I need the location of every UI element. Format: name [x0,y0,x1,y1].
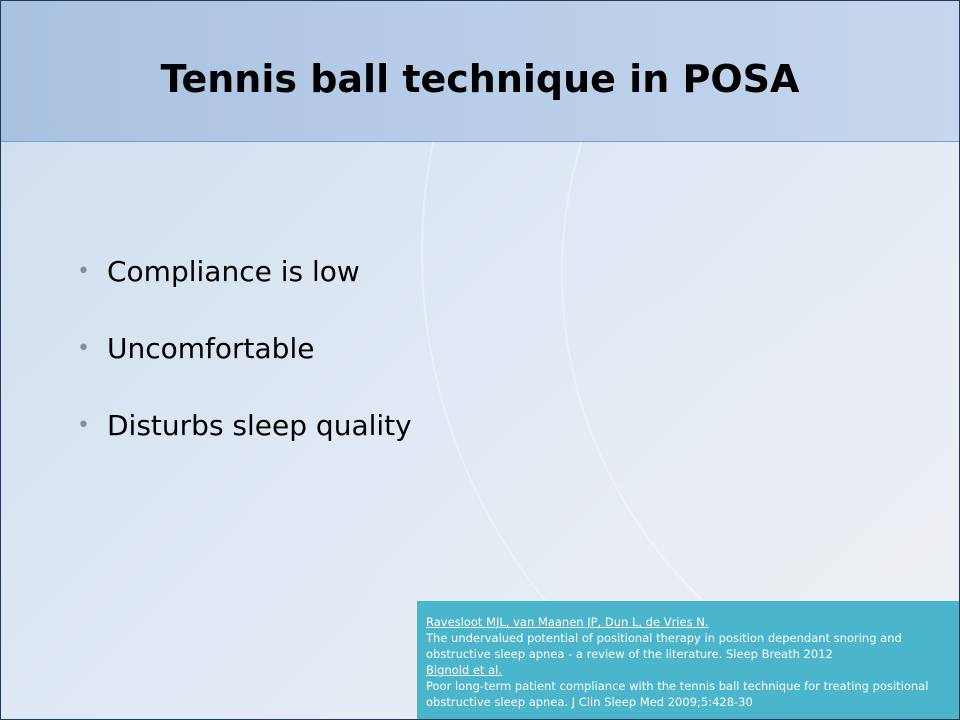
reference-box [417,601,959,719]
bullet-list [77,253,412,484]
bullet-text: Uncomfortable [107,332,315,365]
bullet-dot-icon: • [77,413,90,438]
reference-text: The undervalued potential of positional therapy in position dependant snoring and obstructive sleep apnea - a review of the literature. Sleep Breath 2012 [426,631,902,661]
bullet-text: Disturbs sleep quality [107,409,412,442]
bullet-item [77,407,412,484]
bullet-text: Compliance is low [107,255,360,288]
bullet-dot-icon: • [77,259,90,284]
bullet-dot-icon: • [77,336,90,361]
bullet-item [77,253,412,330]
reference-authors-link[interactable]: Ravesloot MJL, van Maanen JP, Dun L, de Vries N. [426,615,709,629]
reference-authors-link[interactable]: Bignold et al. [426,663,502,677]
bullet-item [77,330,412,407]
title-bar [1,1,959,142]
reference-text: Poor long-term patient compliance with the tennis ball technique for treating positional obstructive sleep apnea. J Clin Sleep Med 2009;5:428-30 [426,679,929,709]
slide-title: Tennis ball technique in POSA [160,57,800,101]
